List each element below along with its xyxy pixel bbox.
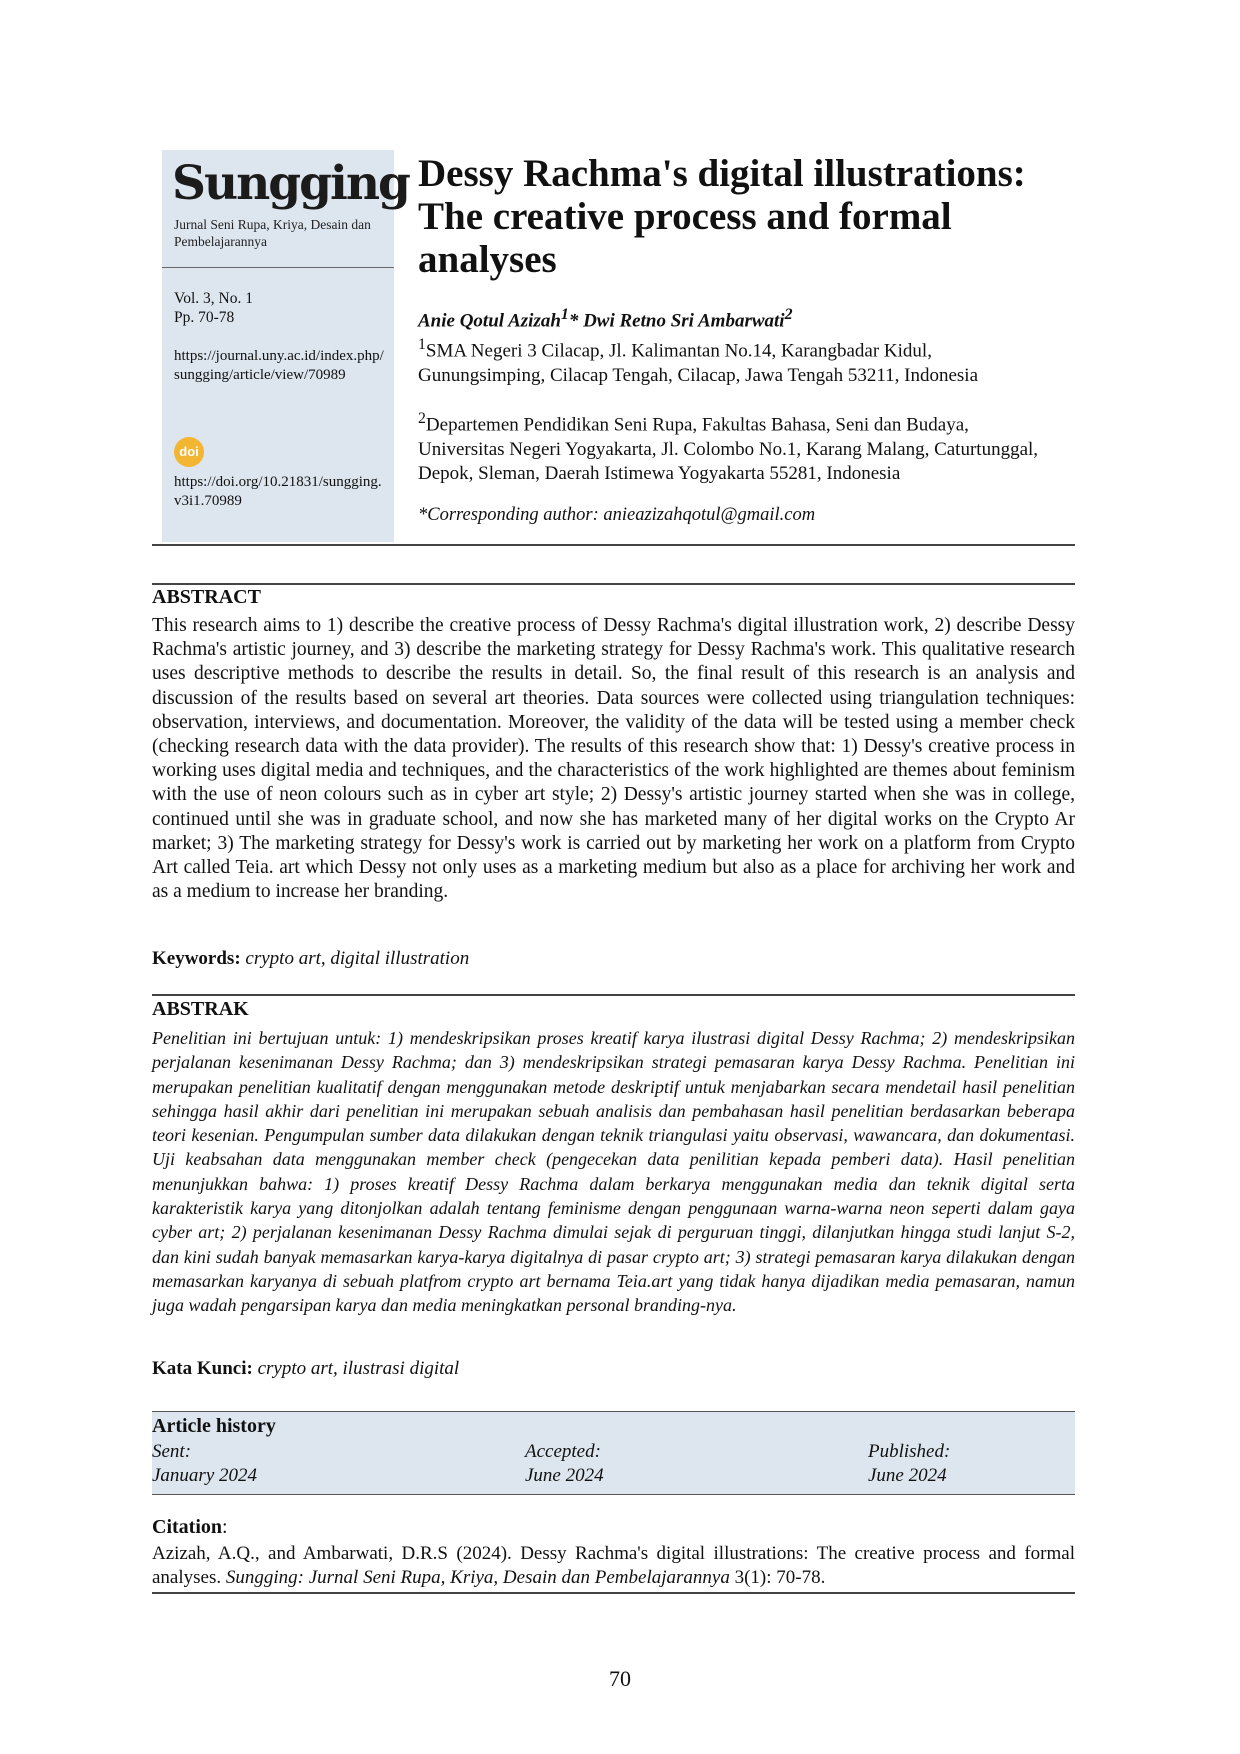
corresponding-author: *Corresponding author: anieazizahqotul@gmail.com [418, 505, 816, 525]
article-history-box [152, 1411, 1075, 1495]
abstrak-top-rule [152, 994, 1075, 996]
article-url-link[interactable]: https://journal.uny.ac.id/index.php/sungging/article/view/70989 [174, 348, 384, 383]
history-accepted [525, 1440, 604, 1488]
abstrak-text: Penelitian ini bertujuan untuk: 1) mendeskripsikan proses kreatif karya ilustrasi digital Dessy Rachma; 2) mendeskripsikan perjalanan kesenimanan Dessy Rachma; dan 3) mendeskripsikan strategi pemasaran karya Dessy Rachma. Penelitian ini merupakan penelitian kualitatif dengan menggunakan metode deskriptif untuk menjabarkan secara mendetail hasil penelitian sehingga hasil akhir dari penelitian ini merupakan sebuah analisis dan pembahasan hasil penelitian berdasarkan beberapa teori kesenian. Pengumpulan sumber data dilakukan dengan teknik triangulasi yaitu observasi, wawancara, dan dokumentasi. Uji keabsahan data menggunakan member check (pengecekan data penilitian kepada pemberi data). Hasil penelitian menunjukkan bahwa: 1) proses kreatif Dessy Rachma dalam berkarya menggunakan media dan teknik digital serta karakteristik karya yang ditonjolkan adalah tentang feminisme dengan penggunaan warna-warna neon seperti dalam gaya cyber art; 2) perjalanan kesenimanan Dessy Rachma dimulai sejak di perguruan tinggi, dilanjutkan hingga studi lanjut S-2, dan kini sudah banyak memasarkan karya-karya digitalnya di pasar crypto art; 3) strategi pemasaran karya dilakukan dengan memasarkan karyanya di sebuah platfrom crypto art bernama Teia.art yang tidak hanya dijadikan media pemasaran, namun juga wadah pengarsipan karya dan media meningkatkan personal branding-nya. [152, 1028, 1075, 1316]
page-range: Pp. 70-78 [174, 309, 235, 326]
volume-number: Vol. 3, No. 1 [174, 290, 253, 307]
author-2-sup: 2 [784, 306, 793, 323]
author-line [418, 306, 793, 332]
volume-info [174, 289, 253, 327]
article-title: Dessy Rachma's digital illustrations: The creative process and formal analyses [418, 152, 1026, 281]
keywords-label: Keywords: [152, 948, 241, 969]
affiliation-1-text: SMA Negeri 3 Cilacap, Jl. Kalimantan No.14, Karangbadar Kidul, Gunungsimping, Cilacap Tengah, Cilacap, Jawa Tengah 53211, Indonesia [418, 340, 979, 386]
author-1-sup: 1 [560, 306, 569, 323]
journal-info-sidebar [162, 150, 409, 542]
citation-label: Citation [152, 1516, 222, 1538]
history-published [868, 1440, 950, 1488]
sent-label: Sent: [152, 1441, 192, 1462]
article-history-heading: Article history [152, 1415, 276, 1437]
kata-kunci-values: crypto art, ilustrasi digital [257, 1358, 460, 1379]
accepted-label: Accepted: [525, 1441, 601, 1462]
citation-bottom-rule [152, 1592, 1075, 1594]
journal-logo: Sungging [172, 156, 409, 211]
published-label: Published: [868, 1441, 951, 1462]
abstract-text: This research aims to 1) describe the creative process of Dessy Rachma's digital illustration work, 2) describe Dessy Rachma's artistic journey, and 3) describe the marketing strategy for Dessy Rachma's work. This qualitative research uses descriptive methods to describe the results in detail. So, the final result of this research is an analysis and discussion of the results based on several art theories. Data sources were collected using triangulation techniques: observation, interviews, and documentation. Moreover, the validity of the data will be tested using a member check (checking research data with the data provider). The results of this research show that: 1) Dessy's creative process in working uses digital media and techniques, and the characteristics of the work highlighted are themes about feminism with the use of neon colours such as in cyber art style; 2) Dessy's artistic journey started when she was in college, continued until she was in graduate school, and now she has marketed many of her digital works on the Crypto Ar market; 3) The marketing strategy for Dessy's work is carried out by marketing her work on a platform from Crypto Art called Teia. art which Dessy not only uses as a marketing medium but also as a place for archiving her work and as a medium to increase her branding. [152, 615, 1075, 903]
history-sent [152, 1440, 257, 1488]
affiliation-1 [418, 333, 1058, 388]
keywords-values: crypto art, digital illustration [245, 948, 470, 969]
doi-icon: doi [174, 437, 204, 467]
abstract-heading: ABSTRACT [152, 586, 261, 608]
affiliation-2 [418, 407, 1058, 487]
abstrak-heading: ABSTRAK [152, 998, 249, 1020]
keywords-line [152, 948, 469, 970]
citation-colon: : [222, 1516, 228, 1538]
author-1: Anie Qotul Azizah [418, 310, 561, 332]
affiliation-2-text: Departemen Pendidikan Seni Rupa, Fakultas Bahasa, Seni dan Budaya, Universitas Negeri Yogyakarta, Jl. Colombo No.1, Karang Malang, Caturtunggal, Depok, Sleman, Daerah Istimewa Yogyakarta 55281, Indonesia [418, 414, 1039, 485]
affiliation-1-sup: 1 [418, 336, 426, 353]
citation-plain: Azizah, A.Q., and Ambarwati, D.R.S (2024). Dessy Rachma's digital illustrations: The creative process and formal analyses. [152, 1543, 1075, 1588]
kata-kunci-line [152, 1358, 459, 1380]
accepted-date: June 2024 [525, 1465, 604, 1486]
citation-text [152, 1542, 1075, 1590]
kata-kunci-label: Kata Kunci: [152, 1358, 253, 1379]
abstract-top-rule [152, 583, 1075, 585]
affiliation-2-sup: 2 [418, 410, 426, 427]
doi-link[interactable]: https://doi.org/10.21831/sungging.v3i1.70989 [174, 474, 382, 509]
published-date: June 2024 [868, 1465, 947, 1486]
citation-heading [152, 1516, 228, 1539]
author-2: * Dwi Retno Sri Ambarwati [568, 310, 785, 332]
header-divider [152, 544, 1075, 546]
journal-subtitle: Jurnal Seni Rupa, Kriya, Desain dan Pembelajarannya [174, 217, 371, 249]
page-number: 70 [609, 1666, 631, 1691]
sidebar-divider [162, 267, 394, 268]
citation-tail: 3(1): 70-78. [729, 1567, 826, 1588]
sent-date: January 2024 [152, 1465, 258, 1486]
citation-journal: Sungging: Jurnal Seni Rupa, Kriya, Desain dan Pembelajarannya [225, 1567, 730, 1588]
